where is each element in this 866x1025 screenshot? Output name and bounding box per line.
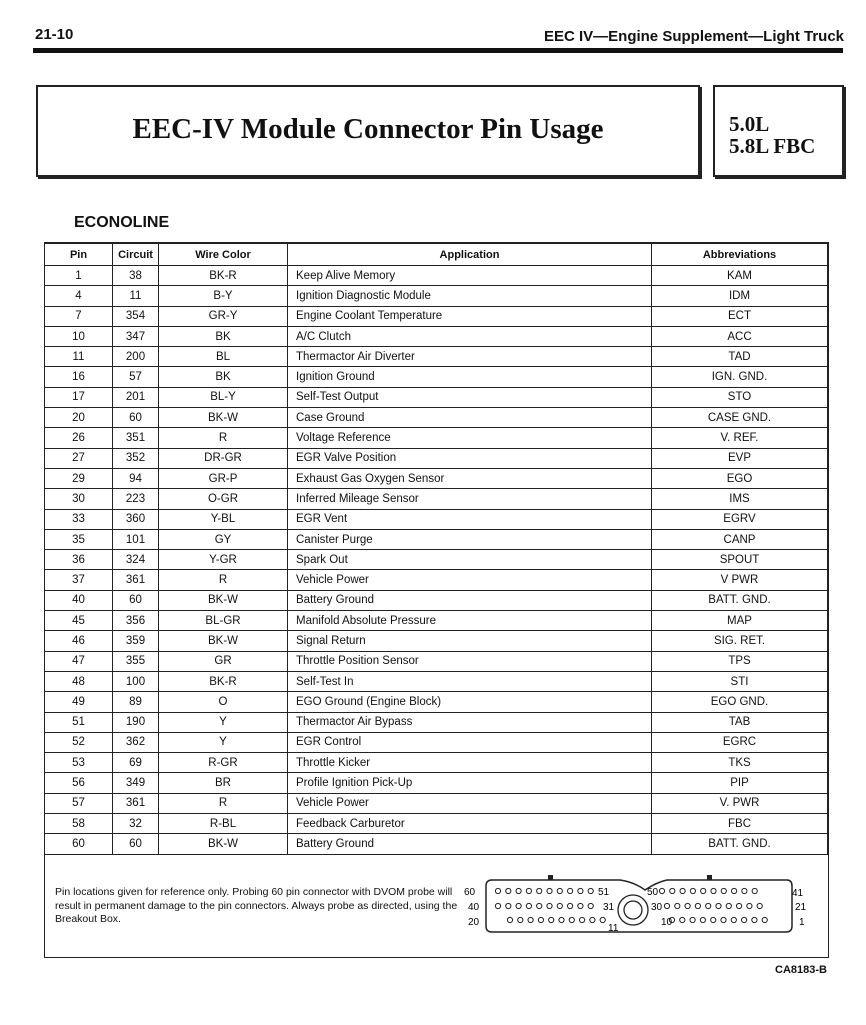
pin-label-21: 21 xyxy=(795,902,807,913)
cell-abbreviation: V. PWR xyxy=(652,793,828,813)
pin-hole xyxy=(547,888,552,893)
cell-application: EGO Ground (Engine Block) xyxy=(288,692,652,712)
cell-application: Profile Ignition Pick-Up xyxy=(288,773,652,793)
cell-abbreviation: EGRV xyxy=(652,509,828,529)
pin-label-41: 41 xyxy=(792,888,804,899)
cell-application: Thermactor Air Bypass xyxy=(288,712,652,732)
cell-wire-color: DR-GR xyxy=(159,448,288,468)
pin-label-40: 40 xyxy=(468,902,480,913)
pin-hole xyxy=(549,917,554,922)
pin-label-11: 11 xyxy=(608,923,619,934)
cell-pin: 52 xyxy=(45,732,113,752)
cell-abbreviation: ACC xyxy=(652,326,828,346)
cell-pin: 17 xyxy=(45,387,113,407)
cell-wire-color: B-Y xyxy=(159,286,288,306)
cell-abbreviation: V. REF. xyxy=(652,428,828,448)
cell-application: Throttle Position Sensor xyxy=(288,651,652,671)
pin-hole xyxy=(664,903,669,908)
table-row xyxy=(45,692,828,712)
header-rule xyxy=(33,48,843,53)
cell-circuit: 57 xyxy=(113,367,159,387)
pin-hole xyxy=(578,903,583,908)
table-row xyxy=(45,509,828,529)
cell-pin: 48 xyxy=(45,671,113,691)
cell-application: Battery Ground xyxy=(288,834,652,854)
cell-pin: 56 xyxy=(45,773,113,793)
pin-hole xyxy=(757,903,762,908)
cell-abbreviation: CANP xyxy=(652,529,828,549)
cell-pin: 51 xyxy=(45,712,113,732)
cell-wire-color: BL-Y xyxy=(159,387,288,407)
table-row xyxy=(45,266,828,286)
cell-abbreviation: BATT. GND. xyxy=(652,834,828,854)
cell-pin: 37 xyxy=(45,570,113,590)
cell-application: EGR Vent xyxy=(288,509,652,529)
pin-hole xyxy=(695,903,700,908)
pin-hole xyxy=(716,903,721,908)
cell-circuit: 362 xyxy=(113,732,159,752)
pin-hole xyxy=(726,903,731,908)
table-row xyxy=(45,448,828,468)
pin-label-20: 20 xyxy=(468,917,480,928)
cell-abbreviation: SPOUT xyxy=(652,550,828,570)
pin-hole xyxy=(580,917,585,922)
cell-wire-color: R xyxy=(159,793,288,813)
pin-label-51: 51 xyxy=(598,887,610,898)
table-row xyxy=(45,712,828,732)
cell-application: Voltage Reference xyxy=(288,428,652,448)
cell-pin: 35 xyxy=(45,529,113,549)
pin-label-10: 10 xyxy=(661,917,673,928)
pin-hole xyxy=(675,903,680,908)
cell-circuit: 356 xyxy=(113,611,159,631)
cell-pin: 20 xyxy=(45,408,113,428)
cell-wire-color: GR xyxy=(159,651,288,671)
pin-hole xyxy=(495,903,500,908)
pin-hole xyxy=(557,888,562,893)
cell-pin: 10 xyxy=(45,326,113,346)
cell-application: Spark Out xyxy=(288,550,652,570)
pin-hole xyxy=(506,888,511,893)
pin-hole xyxy=(578,888,583,893)
cell-circuit: 324 xyxy=(113,550,159,570)
pin-hole xyxy=(526,903,531,908)
pin-hole xyxy=(680,888,685,893)
cell-abbreviation: TPS xyxy=(652,651,828,671)
table-body xyxy=(45,266,828,855)
cell-circuit: 190 xyxy=(113,712,159,732)
table-header-row xyxy=(45,244,828,266)
pin-hole xyxy=(731,917,736,922)
pin-hole xyxy=(568,888,573,893)
cell-circuit: 352 xyxy=(113,448,159,468)
cell-wire-color: GY xyxy=(159,529,288,549)
pin-hole xyxy=(557,903,562,908)
title-box xyxy=(36,85,700,177)
pin-hole xyxy=(659,888,664,893)
table-row xyxy=(45,326,828,346)
cell-circuit: 201 xyxy=(113,387,159,407)
pin-hole xyxy=(538,917,543,922)
cell-wire-color: Y xyxy=(159,712,288,732)
pin-hole xyxy=(690,888,695,893)
col-abbreviations: Abbreviations xyxy=(652,244,828,266)
col-wire-color: Wire Color xyxy=(159,244,288,266)
pin-hole xyxy=(516,888,521,893)
cell-pin: 57 xyxy=(45,793,113,813)
table-row xyxy=(45,793,828,813)
connector-center-ring xyxy=(618,895,648,925)
pin-hole xyxy=(700,917,705,922)
page-number: 21-10 xyxy=(35,26,74,43)
cell-application: Case Ground xyxy=(288,408,652,428)
col-application: Application xyxy=(288,244,652,266)
cell-circuit: 101 xyxy=(113,529,159,549)
pin-hole xyxy=(752,917,757,922)
table-row xyxy=(45,550,828,570)
cell-wire-color: BK-R xyxy=(159,671,288,691)
pin-hole xyxy=(600,917,605,922)
pin-hole xyxy=(711,917,716,922)
pin-hole xyxy=(568,903,573,908)
cell-circuit: 100 xyxy=(113,671,159,691)
cell-pin: 1 xyxy=(45,266,113,286)
col-circuit: Circuit xyxy=(113,244,159,266)
cell-abbreviation: IDM xyxy=(652,286,828,306)
cell-circuit: 94 xyxy=(113,468,159,488)
table-row xyxy=(45,732,828,752)
pin-label-50: 50 xyxy=(647,887,659,898)
cell-pin: 29 xyxy=(45,468,113,488)
pin-hole xyxy=(685,903,690,908)
pin-hole xyxy=(547,903,552,908)
cell-application: Inferred Mileage Sensor xyxy=(288,489,652,509)
cell-wire-color: BK-W xyxy=(159,834,288,854)
pin-hole xyxy=(588,888,593,893)
cell-abbreviation: TAB xyxy=(652,712,828,732)
cell-circuit: 361 xyxy=(113,793,159,813)
pin-hole xyxy=(690,917,695,922)
cell-circuit: 355 xyxy=(113,651,159,671)
cell-application: Battery Ground xyxy=(288,590,652,610)
cell-pin: 7 xyxy=(45,306,113,326)
cell-pin: 16 xyxy=(45,367,113,387)
cell-application: Ignition Diagnostic Module xyxy=(288,286,652,306)
pin-hole xyxy=(516,903,521,908)
cell-circuit: 349 xyxy=(113,773,159,793)
cell-circuit: 89 xyxy=(113,692,159,712)
pin-label-30: 30 xyxy=(651,902,663,913)
cell-wire-color: BK-W xyxy=(159,408,288,428)
cell-application: Keep Alive Memory xyxy=(288,266,652,286)
connector-diagram xyxy=(462,872,808,942)
table-row xyxy=(45,651,828,671)
cell-pin: 4 xyxy=(45,286,113,306)
pin-label-1: 1 xyxy=(799,917,805,928)
cell-application: Signal Return xyxy=(288,631,652,651)
manual-title: EEC IV—Engine Supplement—Light Truck xyxy=(543,28,844,45)
table-row xyxy=(45,529,828,549)
table-row xyxy=(45,590,828,610)
pin-hole xyxy=(742,917,747,922)
table-row xyxy=(45,834,828,854)
pin-hole xyxy=(752,888,757,893)
cell-application: Vehicle Power xyxy=(288,793,652,813)
table-row xyxy=(45,570,828,590)
cell-circuit: 38 xyxy=(113,266,159,286)
figure-code: CA8183-B xyxy=(775,964,827,976)
pin-hole xyxy=(711,888,716,893)
cell-application: Exhaust Gas Oxygen Sensor xyxy=(288,468,652,488)
pin-hole xyxy=(721,888,726,893)
cell-abbreviation: ECT xyxy=(652,306,828,326)
cell-application: Engine Coolant Temperature xyxy=(288,306,652,326)
pin-hole xyxy=(588,903,593,908)
cell-application: Manifold Absolute Pressure xyxy=(288,611,652,631)
pin-hole xyxy=(747,903,752,908)
cell-pin: 11 xyxy=(45,347,113,367)
cell-circuit: 60 xyxy=(113,408,159,428)
page-title: EEC-IV Module Connector Pin Usage xyxy=(132,113,604,145)
cell-circuit: 11 xyxy=(113,286,159,306)
cell-pin: 53 xyxy=(45,753,113,773)
table-row xyxy=(45,611,828,631)
cell-application: EGR Control xyxy=(288,732,652,752)
cell-wire-color: Y-GR xyxy=(159,550,288,570)
cell-pin: 58 xyxy=(45,814,113,834)
cell-pin: 33 xyxy=(45,509,113,529)
pin-label-31: 31 xyxy=(603,902,615,913)
cell-wire-color: BR xyxy=(159,773,288,793)
table-row xyxy=(45,814,828,834)
pin-hole xyxy=(518,917,523,922)
pin-hole xyxy=(559,917,564,922)
cell-abbreviation: FBC xyxy=(652,814,828,834)
table-row xyxy=(45,286,828,306)
pin-hole xyxy=(528,917,533,922)
pin-hole xyxy=(737,903,742,908)
engine-box xyxy=(713,85,844,177)
table-row xyxy=(45,631,828,651)
cell-wire-color: BL-GR xyxy=(159,611,288,631)
cell-abbreviation: EGO GND. xyxy=(652,692,828,712)
cell-application: Thermactor Air Diverter xyxy=(288,347,652,367)
cell-pin: 36 xyxy=(45,550,113,570)
pin-hole xyxy=(670,888,675,893)
cell-circuit: 354 xyxy=(113,306,159,326)
cell-abbreviation: STO xyxy=(652,387,828,407)
pin-usage-table xyxy=(44,243,828,855)
cell-circuit: 361 xyxy=(113,570,159,590)
cell-application: Throttle Kicker xyxy=(288,753,652,773)
cell-wire-color: BK-W xyxy=(159,631,288,651)
cell-pin: 46 xyxy=(45,631,113,651)
cell-abbreviation: TKS xyxy=(652,753,828,773)
pin-label-60: 60 xyxy=(464,887,476,898)
probe-warning-note: Pin locations given for reference only. Probing 60 pin connector with DVOM probe will result in permanent damage to the pin connectors. Always probe as directed, using the Breakout Box. xyxy=(55,886,458,925)
cell-pin: 30 xyxy=(45,489,113,509)
table-row xyxy=(45,773,828,793)
cell-wire-color: Y xyxy=(159,732,288,752)
table-row xyxy=(45,753,828,773)
cell-wire-color: GR-Y xyxy=(159,306,288,326)
cell-pin: 26 xyxy=(45,428,113,448)
pin-hole xyxy=(721,917,726,922)
cell-circuit: 360 xyxy=(113,509,159,529)
cell-pin: 47 xyxy=(45,651,113,671)
engine-line-1: 5.0L xyxy=(729,112,770,136)
cell-abbreviation: PIP xyxy=(652,773,828,793)
cell-abbreviation: SIG. RET. xyxy=(652,631,828,651)
pin-hole xyxy=(569,917,574,922)
cell-circuit: 347 xyxy=(113,326,159,346)
cell-pin: 40 xyxy=(45,590,113,610)
cell-wire-color: GR-P xyxy=(159,468,288,488)
connector-pins xyxy=(495,888,767,922)
pin-hole xyxy=(507,917,512,922)
cell-circuit: 351 xyxy=(113,428,159,448)
cell-pin: 49 xyxy=(45,692,113,712)
cell-wire-color: R-GR xyxy=(159,753,288,773)
cell-abbreviation: TAD xyxy=(652,347,828,367)
cell-pin: 60 xyxy=(45,834,113,854)
pin-hole xyxy=(701,888,706,893)
pin-hole xyxy=(732,888,737,893)
cell-wire-color: BL xyxy=(159,347,288,367)
cell-wire-color: BK xyxy=(159,326,288,346)
cell-abbreviation: EGRC xyxy=(652,732,828,752)
table-row xyxy=(45,408,828,428)
pin-hole xyxy=(537,903,542,908)
cell-abbreviation: MAP xyxy=(652,611,828,631)
cell-application: Canister Purge xyxy=(288,529,652,549)
cell-abbreviation: STI xyxy=(652,671,828,691)
cell-application: A/C Clutch xyxy=(288,326,652,346)
cell-wire-color: Y-BL xyxy=(159,509,288,529)
connector-key-left xyxy=(548,875,553,880)
cell-abbreviation: BATT. GND. xyxy=(652,590,828,610)
cell-wire-color: R xyxy=(159,570,288,590)
pin-hole xyxy=(762,917,767,922)
cell-abbreviation: CASE GND. xyxy=(652,408,828,428)
table-row xyxy=(45,428,828,448)
cell-circuit: 359 xyxy=(113,631,159,651)
table-row xyxy=(45,306,828,326)
pin-hole xyxy=(706,903,711,908)
cell-wire-color: R xyxy=(159,428,288,448)
connector-key-right xyxy=(707,875,712,880)
pin-hole xyxy=(526,888,531,893)
cell-wire-color: BK xyxy=(159,367,288,387)
cell-pin: 45 xyxy=(45,611,113,631)
cell-abbreviation: EGO xyxy=(652,468,828,488)
cell-wire-color: O-GR xyxy=(159,489,288,509)
pin-hole xyxy=(495,888,500,893)
cell-abbreviation: KAM xyxy=(652,266,828,286)
pin-hole xyxy=(537,888,542,893)
section-heading: ECONOLINE xyxy=(74,214,170,231)
cell-application: Self-Test Output xyxy=(288,387,652,407)
table-row xyxy=(45,671,828,691)
cell-circuit: 69 xyxy=(113,753,159,773)
cell-application: Vehicle Power xyxy=(288,570,652,590)
cell-abbreviation: V PWR xyxy=(652,570,828,590)
cell-circuit: 32 xyxy=(113,814,159,834)
cell-wire-color: BK-W xyxy=(159,590,288,610)
table-row xyxy=(45,387,828,407)
cell-circuit: 223 xyxy=(113,489,159,509)
connector-center-bolt xyxy=(624,901,642,919)
cell-abbreviation: IMS xyxy=(652,489,828,509)
cell-circuit: 60 xyxy=(113,590,159,610)
cell-pin: 27 xyxy=(45,448,113,468)
table-row xyxy=(45,468,828,488)
cell-application: Ignition Ground xyxy=(288,367,652,387)
pin-hole xyxy=(742,888,747,893)
col-pin: Pin xyxy=(45,244,113,266)
cell-circuit: 60 xyxy=(113,834,159,854)
table-row xyxy=(45,347,828,367)
cell-application: Self-Test In xyxy=(288,671,652,691)
cell-wire-color: R-BL xyxy=(159,814,288,834)
cell-abbreviation: IGN. GND. xyxy=(652,367,828,387)
cell-application: Feedback Carburetor xyxy=(288,814,652,834)
cell-abbreviation: EVP xyxy=(652,448,828,468)
table-row xyxy=(45,367,828,387)
cell-circuit: 200 xyxy=(113,347,159,367)
pin-hole xyxy=(506,903,511,908)
cell-wire-color: BK-R xyxy=(159,266,288,286)
pin-hole xyxy=(590,917,595,922)
cell-application: EGR Valve Position xyxy=(288,448,652,468)
engine-line-2: 5.8L FBC xyxy=(729,134,816,158)
table-row xyxy=(45,489,828,509)
pin-hole xyxy=(680,917,685,922)
cell-wire-color: O xyxy=(159,692,288,712)
